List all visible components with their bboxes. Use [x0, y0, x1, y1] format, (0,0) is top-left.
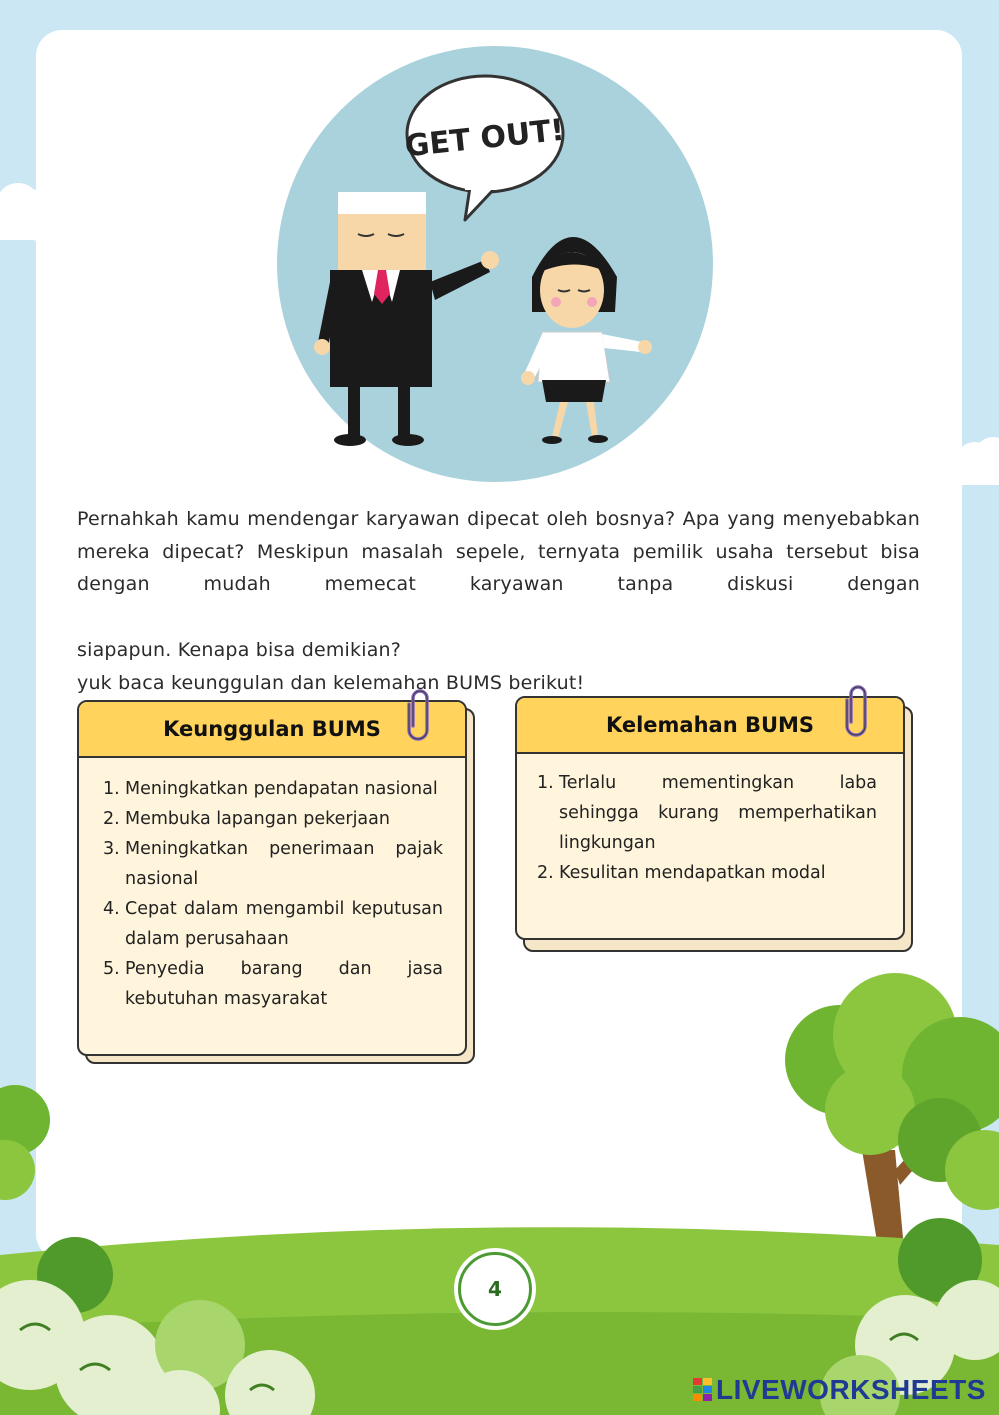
intro-line-2: yuk baca keunggulan dan kelemahan BUMS berikut! — [77, 671, 585, 694]
liveworksheets-logo[interactable] — [692, 1372, 986, 1408]
intro-line-1: siapapun. Kenapa bisa demikian? — [77, 639, 402, 661]
intro-closing — [77, 634, 920, 699]
list-item: 4. Cepat dalam mengambil keputusan dalam perusahaan — [103, 899, 443, 949]
list-item: 2. Membuka lapangan pekerjaan — [103, 809, 390, 829]
list-item: 3. Meningkatkan penerimaan pajak nasional — [103, 839, 443, 889]
keunggulan-title: Keunggulan BUMS — [79, 702, 465, 758]
list-item: 2. Kesulitan mendapatkan modal — [537, 863, 826, 883]
card-body — [77, 700, 467, 1056]
paperclip-icon — [407, 686, 433, 742]
boss-firing-illustration — [270, 42, 720, 482]
page-number: 4 — [458, 1252, 532, 1326]
list-item: 1. Terlalu mementingkan laba sehingga kurang memperhatikan lingkungan — [537, 773, 877, 853]
list-item: 5. Penyedia barang dan jasa kebutuhan masyarakat — [103, 959, 443, 1009]
kelemahan-list — [517, 754, 903, 888]
keunggulan-list — [79, 758, 465, 1014]
speech-bubble-text: GET OUT! — [403, 112, 567, 165]
liveworksheets-logo-icon — [692, 1376, 714, 1404]
brand-text: LIVEWORKSHEETS — [716, 1374, 986, 1405]
kelemahan-title: Kelemahan BUMS — [517, 698, 903, 754]
intro-paragraph: Pernahkah kamu mendengar karyawan dipecat oleh bosnya? Apa yang menyebabkan mereka dipecat? Meskipun masalah sepele, ternyata pemilik usaha tersebut bisa dengan mudah memecat karyawan tanpa diskusi dengan — [77, 508, 920, 595]
paperclip-icon — [845, 682, 871, 738]
list-item: 1. Meningkatkan pendapatan nasional — [103, 779, 438, 799]
